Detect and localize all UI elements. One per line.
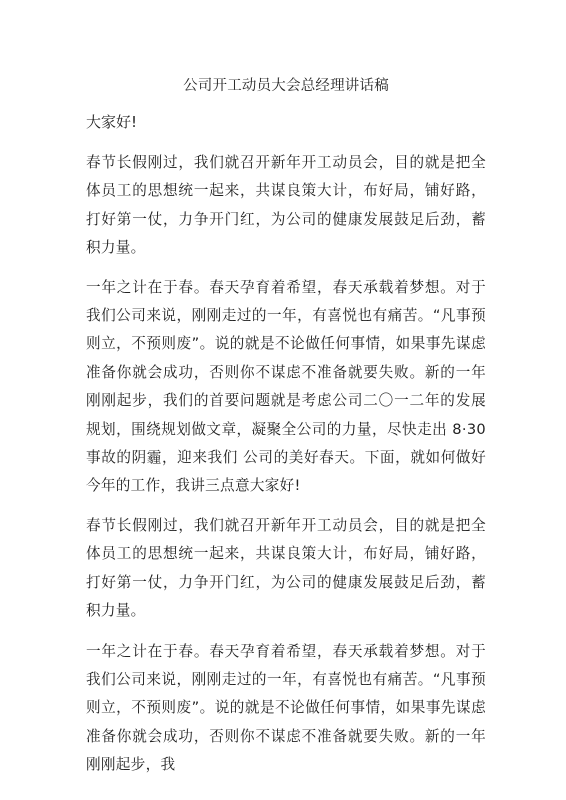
paragraph-3: 春节长假刚过，我们就召开新年开工动员会，目的就是把全体员工的思想统一起来，共谋良策大计，布好局，铺好路，打好第一仗，力争开门红，为公司的健康发展鼓足后劲，蓄积力量。 [86,516,486,620]
paragraph-2: 一年之计在于春。春天孕育着希望，春天承载着梦想。对于我们公司来说，刚刚走过的一年，有喜悦也有痛苦。“凡事预则立，不预则废”。说的就是不论做任何事情，如果事先谋虑准备你就会成功，否则你不谋虑不准备就要失败。新的一年刚刚起步，我们的首要问题就是考虑公司二〇一二年的发展规划，围绕规划做文章，凝聚全公司的力量，尽快走出 8·30 事故的阴霾，迎来我们 公司的美好春天。下面，就如何做好今年的工作，我讲三点意大家好! [86,278,486,495]
paragraph-1: 春节长假刚过，我们就召开新年开工动员会，目的就是把全体员工的思想统一起来，共谋良策大计，布好局，铺好路，打好第一仗，力争开门红，为公司的健康发展鼓足后劲，蓄积力量。 [86,154,486,257]
greeting-text: 大家好! [86,113,138,131]
document-title: 公司开工动员大会总经理讲话稿 [183,78,389,94]
paragraph-4: 一年之计在于春。春天孕育着希望，春天承载着梦想。对于我们公司来说，刚刚走过的一年，有喜悦也有痛苦。“凡事预则立，不预则废”。说的就是不论做任何事情，如果事先谋虑准备你就会成功，否则你不谋虑不准备就要失败。新的一年刚刚起步，我 [86,642,486,774]
